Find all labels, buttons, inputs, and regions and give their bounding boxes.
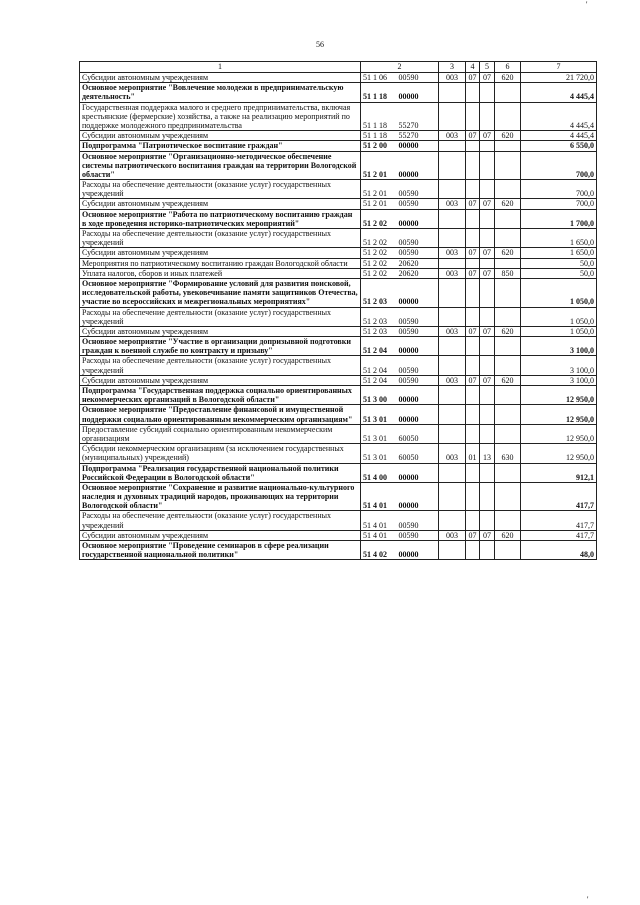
header-cell: 2: [361, 62, 439, 73]
row-expense-type: 630: [495, 444, 521, 463]
row-code: 51 2 01: [361, 199, 397, 209]
table-row: [80, 326, 597, 336]
row-expense-type: 620: [495, 131, 521, 141]
row-subcode: 20620: [397, 268, 439, 278]
row-subsection: [480, 151, 495, 180]
row-subsection: [480, 258, 495, 268]
row-ministry: 003: [439, 199, 466, 209]
row-section: [466, 209, 480, 228]
row-section: 07: [466, 73, 480, 83]
row-section: [466, 307, 480, 326]
row-code: 51 1 18: [361, 83, 397, 102]
row-ministry: [439, 541, 466, 560]
row-section: [466, 386, 480, 405]
row-expense-type: [495, 141, 521, 151]
row-code: 51 4 02: [361, 541, 397, 560]
row-code: 51 2 01: [361, 180, 397, 199]
row-subsection: [480, 541, 495, 560]
table-row: [80, 199, 597, 209]
row-subcode: 00000: [397, 209, 439, 228]
table-row: [80, 131, 597, 141]
row-code: 51 2 04: [361, 356, 397, 375]
row-subsection: [480, 229, 495, 248]
row-section: [466, 141, 480, 151]
row-subcode: 00000: [397, 278, 439, 307]
row-section: [466, 278, 480, 307]
table-row: [80, 530, 597, 540]
row-code: 51 2 02: [361, 229, 397, 248]
row-subcode: 00590: [397, 356, 439, 375]
row-subcode: 00000: [397, 541, 439, 560]
row-subsection: [480, 141, 495, 151]
row-amount: 3 100,0: [521, 356, 597, 375]
row-expense-type: 620: [495, 326, 521, 336]
row-subsection: [480, 180, 495, 199]
row-subcode: 55270: [397, 102, 439, 131]
row-name: Подпрограмма "Реализация государственной национальной политики Российской Федерации в Вологодской области": [80, 463, 361, 482]
row-ministry: [439, 511, 466, 530]
row-subcode: 00590: [397, 73, 439, 83]
row-subcode: 00000: [397, 141, 439, 151]
row-amount: 1 700,0: [521, 209, 597, 228]
row-amount: 12 950,0: [521, 405, 597, 424]
row-amount: 700,0: [521, 199, 597, 209]
row-name: Субсидии некоммерческим организациям (за исключением государственных (муниципальных) учреждений): [80, 444, 361, 463]
table-row: [80, 209, 597, 228]
table-row: [80, 258, 597, 268]
row-ministry: [439, 180, 466, 199]
page-number: 56: [316, 40, 324, 49]
row-amount: 12 950,0: [521, 424, 597, 443]
row-section: [466, 482, 480, 511]
row-subsection: [480, 405, 495, 424]
table-row: [80, 83, 597, 102]
row-subsection: [480, 356, 495, 375]
row-subcode: 00000: [397, 386, 439, 405]
row-expense-type: [495, 229, 521, 248]
table-row: [80, 278, 597, 307]
row-amount: 3 100,0: [521, 375, 597, 385]
row-subsection: 07: [480, 199, 495, 209]
row-amount: 417,7: [521, 530, 597, 540]
row-amount: 50,0: [521, 268, 597, 278]
row-amount: 12 950,0: [521, 386, 597, 405]
row-expense-type: [495, 541, 521, 560]
header-cell: 6: [495, 62, 521, 73]
row-section: [466, 258, 480, 268]
row-name: Субсидии автономным учреждениям: [80, 131, 361, 141]
row-section: [466, 541, 480, 560]
row-code: 51 3 01: [361, 424, 397, 443]
table-row: [80, 424, 597, 443]
row-ministry: 003: [439, 375, 466, 385]
row-code: 51 3 00: [361, 386, 397, 405]
row-expense-type: [495, 511, 521, 530]
row-ministry: [439, 141, 466, 151]
row-subcode: 00590: [397, 180, 439, 199]
row-ministry: 003: [439, 268, 466, 278]
row-subcode: 00590: [397, 326, 439, 336]
table-row: [80, 268, 597, 278]
table-row: [80, 482, 597, 511]
row-expense-type: [495, 356, 521, 375]
table-row: [80, 444, 597, 463]
row-name: Основное мероприятие "Проведение семинаров в сфере реализации государственной национальной политики": [80, 541, 361, 560]
row-subsection: [480, 83, 495, 102]
row-name: Расходы на обеспечение деятельности (оказание услуг) государственных учреждений: [80, 356, 361, 375]
row-section: 07: [466, 268, 480, 278]
row-name: Основное мероприятие "Формирование условий для развития поисковой, исследовательской работы, увековечивание памяти защитников Отечества, участие во всероссийских и межрегиональных мероприятиях": [80, 278, 361, 307]
row-ministry: [439, 482, 466, 511]
row-expense-type: [495, 180, 521, 199]
row-code: 51 2 02: [361, 268, 397, 278]
row-subsection: 07: [480, 73, 495, 83]
row-code: 51 4 01: [361, 511, 397, 530]
header-cell: 7: [521, 62, 597, 73]
row-subsection: [480, 102, 495, 131]
row-amount: 4 445,4: [521, 83, 597, 102]
row-expense-type: [495, 307, 521, 326]
row-name: Расходы на обеспечение деятельности (оказание услуг) государственных учреждений: [80, 229, 361, 248]
row-code: 51 3 01: [361, 444, 397, 463]
row-ministry: [439, 83, 466, 102]
row-name: Основное мероприятие "Сохранение и развитие национально-культурного наследия и духовных традиций народов, проживающих на территории Вологодской области": [80, 482, 361, 511]
row-subsection: [480, 209, 495, 228]
row-expense-type: [495, 386, 521, 405]
table-row: [80, 141, 597, 151]
header-cell: 5: [480, 62, 495, 73]
row-expense-type: 620: [495, 530, 521, 540]
row-subcode: 00590: [397, 530, 439, 540]
row-subsection: [480, 424, 495, 443]
row-subcode: 55270: [397, 131, 439, 141]
row-section: 07: [466, 375, 480, 385]
header-cell: 1: [80, 62, 361, 73]
row-code: 51 4 01: [361, 530, 397, 540]
row-section: [466, 463, 480, 482]
row-code: 51 3 01: [361, 405, 397, 424]
row-ministry: 003: [439, 444, 466, 463]
row-code: 51 2 02: [361, 248, 397, 258]
row-name: Основное мероприятие "Предоставление финансовой и имущественной поддержки социально ориентированным некоммерческим организациям": [80, 405, 361, 424]
row-code: 51 2 01: [361, 151, 397, 180]
row-amount: 700,0: [521, 151, 597, 180]
row-section: [466, 151, 480, 180]
row-subcode: 00590: [397, 229, 439, 248]
row-section: 01: [466, 444, 480, 463]
row-subcode: 00000: [397, 405, 439, 424]
row-ministry: [439, 151, 466, 180]
row-expense-type: [495, 405, 521, 424]
table-row: [80, 337, 597, 356]
row-expense-type: 620: [495, 199, 521, 209]
row-amount: 417,7: [521, 511, 597, 530]
row-name: Субсидии автономным учреждениям: [80, 199, 361, 209]
row-name: Субсидии автономным учреждениям: [80, 248, 361, 258]
row-amount: 4 445,4: [521, 102, 597, 131]
row-code: 51 2 00: [361, 141, 397, 151]
row-ministry: [439, 278, 466, 307]
row-expense-type: [495, 482, 521, 511]
row-name: Подпрограмма "Патриотическое воспитание граждан": [80, 141, 361, 151]
row-code: 51 1 06: [361, 73, 397, 83]
row-ministry: [439, 356, 466, 375]
row-section: 07: [466, 131, 480, 141]
table-row: [80, 73, 597, 83]
budget-table: [79, 61, 597, 560]
row-ministry: [439, 337, 466, 356]
corner-mark: ': [586, 0, 588, 9]
row-name: Субсидии автономным учреждениям: [80, 73, 361, 83]
row-subcode: 60050: [397, 444, 439, 463]
row-section: [466, 356, 480, 375]
table-row: [80, 229, 597, 248]
table-row: [80, 248, 597, 258]
row-section: [466, 511, 480, 530]
row-name: Расходы на обеспечение деятельности (оказание услуг) государственных учреждений: [80, 307, 361, 326]
row-expense-type: 620: [495, 375, 521, 385]
row-name: Мероприятия по патриотическому воспитанию граждан Вологодской области: [80, 258, 361, 268]
row-ministry: [439, 386, 466, 405]
row-expense-type: [495, 151, 521, 180]
row-expense-type: [495, 83, 521, 102]
row-name: Субсидии автономным учреждениям: [80, 375, 361, 385]
row-name: Субсидии автономным учреждениям: [80, 530, 361, 540]
row-amount: 1 050,0: [521, 278, 597, 307]
row-expense-type: [495, 278, 521, 307]
table-header-row: [80, 62, 597, 73]
row-subcode: 60050: [397, 424, 439, 443]
row-subsection: [480, 337, 495, 356]
row-expense-type: [495, 424, 521, 443]
row-section: 07: [466, 248, 480, 258]
row-name: Субсидии автономным учреждениям: [80, 326, 361, 336]
header-cell: 3: [439, 62, 466, 73]
header-cell: 4: [466, 62, 480, 73]
row-amount: 3 100,0: [521, 337, 597, 356]
row-subcode: 20620: [397, 258, 439, 268]
row-section: 07: [466, 199, 480, 209]
row-subcode: 00000: [397, 337, 439, 356]
row-amount: 6 550,0: [521, 141, 597, 151]
table-row: [80, 356, 597, 375]
row-amount: 21 720,0: [521, 73, 597, 83]
row-section: [466, 405, 480, 424]
row-subsection: 07: [480, 530, 495, 540]
row-expense-type: 850: [495, 268, 521, 278]
row-name: Основное мероприятие "Организационно-методическое обеспечение системы патриотического воспитания граждан на территории Вологодской области": [80, 151, 361, 180]
table-row: [80, 375, 597, 385]
row-code: 51 4 00: [361, 463, 397, 482]
row-subsection: 07: [480, 131, 495, 141]
row-subcode: 00590: [397, 248, 439, 258]
row-subcode: 00000: [397, 463, 439, 482]
row-subcode: 00000: [397, 83, 439, 102]
row-name: Основное мероприятие "Работа по патриотическому воспитанию граждан в ходе проведения историко-патриотических мероприятий": [80, 209, 361, 228]
row-ministry: 003: [439, 131, 466, 141]
row-subsection: [480, 463, 495, 482]
footer-mark: ': [587, 895, 589, 904]
row-code: 51 1 18: [361, 102, 397, 131]
row-amount: 700,0: [521, 180, 597, 199]
row-ministry: 003: [439, 248, 466, 258]
row-section: [466, 83, 480, 102]
row-expense-type: [495, 102, 521, 131]
row-section: [466, 180, 480, 199]
row-section: 07: [466, 530, 480, 540]
row-code: 51 2 02: [361, 258, 397, 268]
row-section: [466, 337, 480, 356]
row-name: Государственная поддержка малого и среднего предпринимательства, включая крестьянские (фермерские) хозяйства, а также на реализацию мероприятий по поддержке молодежного предпринимательства: [80, 102, 361, 131]
row-name: Расходы на обеспечение деятельности (оказание услуг) государственных учреждений: [80, 180, 361, 199]
row-amount: 912,1: [521, 463, 597, 482]
row-subsection: [480, 307, 495, 326]
row-expense-type: [495, 258, 521, 268]
row-name: Предоставление субсидий социально ориентированным некоммерческим организациям: [80, 424, 361, 443]
row-subcode: 00590: [397, 511, 439, 530]
row-amount: 1 050,0: [521, 307, 597, 326]
row-code: 51 2 03: [361, 307, 397, 326]
row-ministry: [439, 463, 466, 482]
row-ministry: [439, 405, 466, 424]
table-row: [80, 307, 597, 326]
row-subsection: [480, 482, 495, 511]
row-ministry: [439, 209, 466, 228]
row-section: [466, 424, 480, 443]
row-ministry: [439, 307, 466, 326]
row-subcode: 00000: [397, 482, 439, 511]
row-subsection: [480, 278, 495, 307]
row-name: Основное мероприятие "Участие в организации допризывной подготовки граждан к военной службе по контракту и призыву": [80, 337, 361, 356]
row-amount: 1 050,0: [521, 326, 597, 336]
row-name: Расходы на обеспечение деятельности (оказание услуг) государственных учреждений: [80, 511, 361, 530]
row-expense-type: 620: [495, 248, 521, 258]
row-subsection: [480, 386, 495, 405]
row-code: 51 2 02: [361, 209, 397, 228]
row-ministry: [439, 102, 466, 131]
row-amount: 50,0: [521, 258, 597, 268]
table-row: [80, 511, 597, 530]
row-subsection: [480, 511, 495, 530]
row-expense-type: [495, 463, 521, 482]
row-amount: 1 650,0: [521, 248, 597, 258]
row-ministry: 003: [439, 326, 466, 336]
row-code: 51 2 04: [361, 337, 397, 356]
table-row: [80, 102, 597, 131]
row-code: 51 2 04: [361, 375, 397, 385]
row-section: [466, 229, 480, 248]
row-section: 07: [466, 326, 480, 336]
row-amount: 1 650,0: [521, 229, 597, 248]
table-row: [80, 463, 597, 482]
row-subsection: 07: [480, 248, 495, 258]
row-subcode: 00000: [397, 151, 439, 180]
row-ministry: [439, 258, 466, 268]
table-row: [80, 180, 597, 199]
row-name: Уплата налогов, сборов и иных платежей: [80, 268, 361, 278]
row-expense-type: [495, 337, 521, 356]
row-amount: 12 950,0: [521, 444, 597, 463]
row-code: 51 2 03: [361, 326, 397, 336]
row-code: 51 2 03: [361, 278, 397, 307]
row-subcode: 00590: [397, 199, 439, 209]
table-row: [80, 405, 597, 424]
row-subsection: 07: [480, 326, 495, 336]
row-amount: 4 445,4: [521, 131, 597, 141]
row-ministry: [439, 229, 466, 248]
row-subsection: 07: [480, 268, 495, 278]
row-subsection: 07: [480, 375, 495, 385]
table-row: [80, 151, 597, 180]
row-name: Подпрограмма "Государственная поддержка социально ориентированных некоммерческих организаций в Вологодской области": [80, 386, 361, 405]
row-subcode: 00590: [397, 307, 439, 326]
row-amount: 48,0: [521, 541, 597, 560]
table-row: [80, 386, 597, 405]
row-section: [466, 102, 480, 131]
row-name: Основное мероприятие "Вовлечение молодежи в предпринимательскую деятельность": [80, 83, 361, 102]
row-subcode: 00590: [397, 375, 439, 385]
row-subsection: 13: [480, 444, 495, 463]
row-amount: 417,7: [521, 482, 597, 511]
table-row: [80, 541, 597, 560]
row-ministry: 003: [439, 73, 466, 83]
row-expense-type: [495, 209, 521, 228]
row-code: 51 4 01: [361, 482, 397, 511]
row-ministry: 003: [439, 530, 466, 540]
row-code: 51 1 18: [361, 131, 397, 141]
row-expense-type: 620: [495, 73, 521, 83]
row-ministry: [439, 424, 466, 443]
